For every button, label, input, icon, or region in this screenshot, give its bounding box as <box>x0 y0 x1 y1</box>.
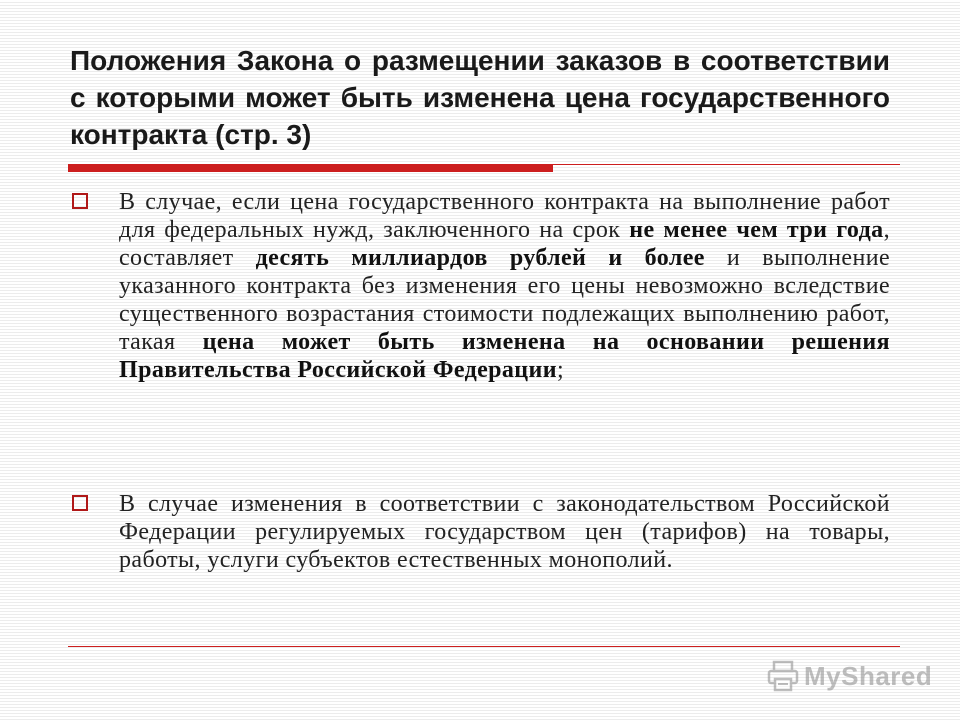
bullet-text-2 <box>119 490 890 574</box>
square-bullet-icon <box>72 193 88 209</box>
bullet-1-bold-term: не менее чем три года <box>629 217 884 243</box>
watermark-text: MyShared <box>804 660 933 691</box>
bullet-2-segment: В случае изменения в соответствии с законодательством Российской Федерации регулируемых государством цен (тарифов) на товары, работы, услуги субъектов естественных монополий. <box>119 491 890 573</box>
bullet-1-segment: , составляет <box>119 217 890 271</box>
footer-divider <box>68 646 900 647</box>
slide-title: Положения Закона о размещении заказов в соответствии с которыми может быть изменена цена государственного контракта (стр. 3) <box>70 45 890 150</box>
square-bullet-icon <box>72 495 88 511</box>
bullet-text-1 <box>119 188 890 384</box>
bullet-item-2 <box>70 490 890 574</box>
bullet-item-1 <box>70 188 890 384</box>
bullet-1-bold-decision: цена может быть изменена на основании решения Правительства Российской Федерации <box>119 329 891 383</box>
myshared-watermark <box>766 656 932 696</box>
bullet-1-segment: В случае, если цена государственного контракта на выполнение работ для федеральных нужд, заключенного на срок <box>119 189 890 243</box>
bullet-1-bold-amount: десять миллиардов рублей и более <box>255 245 705 271</box>
printer-icon <box>766 659 800 693</box>
bullet-1-segment: ; <box>557 357 565 383</box>
title-underline-thick <box>68 164 553 172</box>
bullet-1-segment: и выполнение указанного контракта без изменения его цены невозможно вследствие существенного возрастания стоимости подлежащих выполнению работ, такая <box>119 245 891 355</box>
